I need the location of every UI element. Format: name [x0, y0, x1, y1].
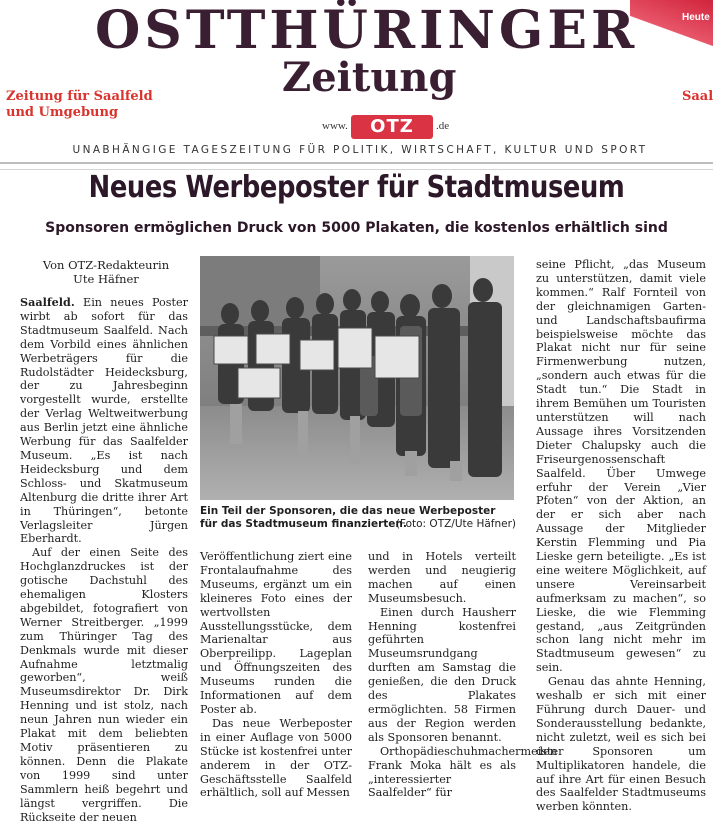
paragraph-text: Ein neues Poster wirbt ab sofort für das Stadtmuseum Saalfeld. Nach dem Vorbild eines ähnlichen Werbeträgers für die Rudolstädter Heidecksburg, der zu Jahresbeginn vorgestellt wurde, erstellte der Verlag Weltweitwerbung aus Berlin jetzt eine ähnliche Werbung für das Saalfelder Museum. „Es ist nach Heidecksburg und dem Schloss- und Skatmuseum Altenburg die dritte ihrer Art in Thüringen“, betonte Verlagsleiter Jürgen Eberhardt. [20, 296, 188, 546]
article-column-4 [536, 258, 706, 814]
paragraph: und in Hotels verteilt werden und neugierig machen auf einen Museumsbesuch. [368, 550, 516, 605]
article-byline [24, 258, 188, 286]
heute-label: Heute m [682, 12, 721, 23]
paragraph: Das neue Werbeposter in einer Auflage von 5000 Stücke ist kostenfrei unter anderem in der OTZ-Geschäftsstelle Saalfeld erhältlich, soll auf Messen [200, 716, 352, 800]
website-suffix: .de [436, 120, 450, 132]
paragraph: Orthopädieschuhmachermeister Frank Moka hält es als „interessierter Saalfelder“ für [368, 744, 564, 800]
caption-text: Ein Teil der Sponsoren, die das neue Werbeposter für das Stadtmuseum finanzierten. [200, 505, 496, 530]
photo-illustration [200, 256, 514, 500]
paragraph: Veröffentlichung ziert eine Frontalaufnahme des Museums, ergänzt um ein kleineres Foto eines der wertvollsten Ausstellungsstücke, dem Marienaltar aus Oberpreilipp. Lageplan und Öffnungszeiten des Museums runden die Informationen auf dem Poster ab. [200, 550, 352, 716]
article-column-3 [368, 550, 564, 800]
dateline: Saalfeld. [20, 295, 75, 309]
article-subheadline: Sponsoren ermöglichen Druck von 5000 Plakaten, die kostenlos erhältlich sind [45, 220, 668, 236]
photo-credit: (Foto: OTZ/Ute Häfner) [395, 518, 516, 530]
paragraph: seine Pflicht, „das Museum zu unterstützen, damit viele kommen.“ Ralf Fornteil von der gleichnamigen Garten- und Landschaftsbaufirma beispielsweise möchte das Plakat nicht nur für seine Firmenwerbung nutzen, „sondern auch etwas für die Stadt tun.“ Die Stadt in ihrem Bemühen um Touristen unterstützen will nach Aussage ihres Vorsitzenden Dieter Chalupsky auch die Friseurgenossenschaft Saalfeld. Über Umwege erfuhr der Verein „Vier Pfoten“ von der Aktion, an der er sich aber nach Aussage der Mitglieder Kerstin Flemming und Pia Lieske gern beteiligte. „Es ist eine weitere Möglichkeit, auf unsere Vereinsarbeit aufmerksam zu machen“, so Lieske, die wie Flemming gestand, „aus Zeitgründen schon lang nicht mehr im Stadtmuseum gewesen“ zu sein. [536, 258, 706, 675]
byline-author: Ute Häfner [73, 272, 139, 286]
paragraph: Genau das ahnte Henning, weshalb er sich mit einer Führung durch Dauer- und Sonderausstellung bedankte, nicht zuletzt, weil es sich bei den Sponsoren um Multiplikatoren handele, die auf ihre Art für einen Besuch des Saalfelder Stadtmuseums werben könnten. [536, 675, 706, 814]
otz-logo: OTZ [351, 115, 433, 139]
article-headline: Neues Werbeposter für Stadtmuseum [88, 170, 625, 205]
masthead-title: OSTTHÜRINGER [95, 0, 639, 61]
masthead-divider [0, 162, 713, 164]
article-column-1 [20, 296, 188, 824]
website-prefix: www. [322, 120, 348, 132]
paragraph [20, 296, 188, 546]
paragraph: Einen durch Hausherr Henning kostenfrei geführten Museumsrundgang durften am Samstag die genießen, die den Druck des Plakates ermöglichten. 58 Firmen aus der Region werden als Sponsoren benannt. [368, 605, 516, 744]
sponsors-group-photo [200, 256, 514, 500]
photo-caption [200, 505, 516, 531]
article-column-2 [200, 550, 352, 800]
region-label-right: Saal [682, 89, 714, 104]
paragraph: Auf der einen Seite des Hochglanzdruckes ist der gotische Dachstuhl des ehemaligen Klosters abgebildet, fotografiert von Werner Streitberger. „1999 zum Thüringer Tag des Denkmals wurde mit dieser Aufnahme letztmalig geworben“, weiß Museumsdirektor Dr. Dirk Henning und ist stolz, nach neun Jahren nun wieder ein Plakat mit dem beliebten Motiv präsentieren zu können. Denn die Plakate von 1999 sind unter Sammlern heiß begehrt und längst vergriffen. Die Rückseite der neuen [20, 546, 188, 824]
region-label: Zeitung für Saalfeld und Umgebung [6, 89, 153, 120]
masthead-tagline: UNABHÄNGIGE TAGESZEITUNG FÜR POLITIK, WIRTSCHAFT, KULTUR UND SPORT [72, 144, 648, 156]
byline-line1: Von OTZ-Redakteurin [42, 258, 170, 272]
masthead-subtitle: Zeitung [282, 54, 457, 101]
